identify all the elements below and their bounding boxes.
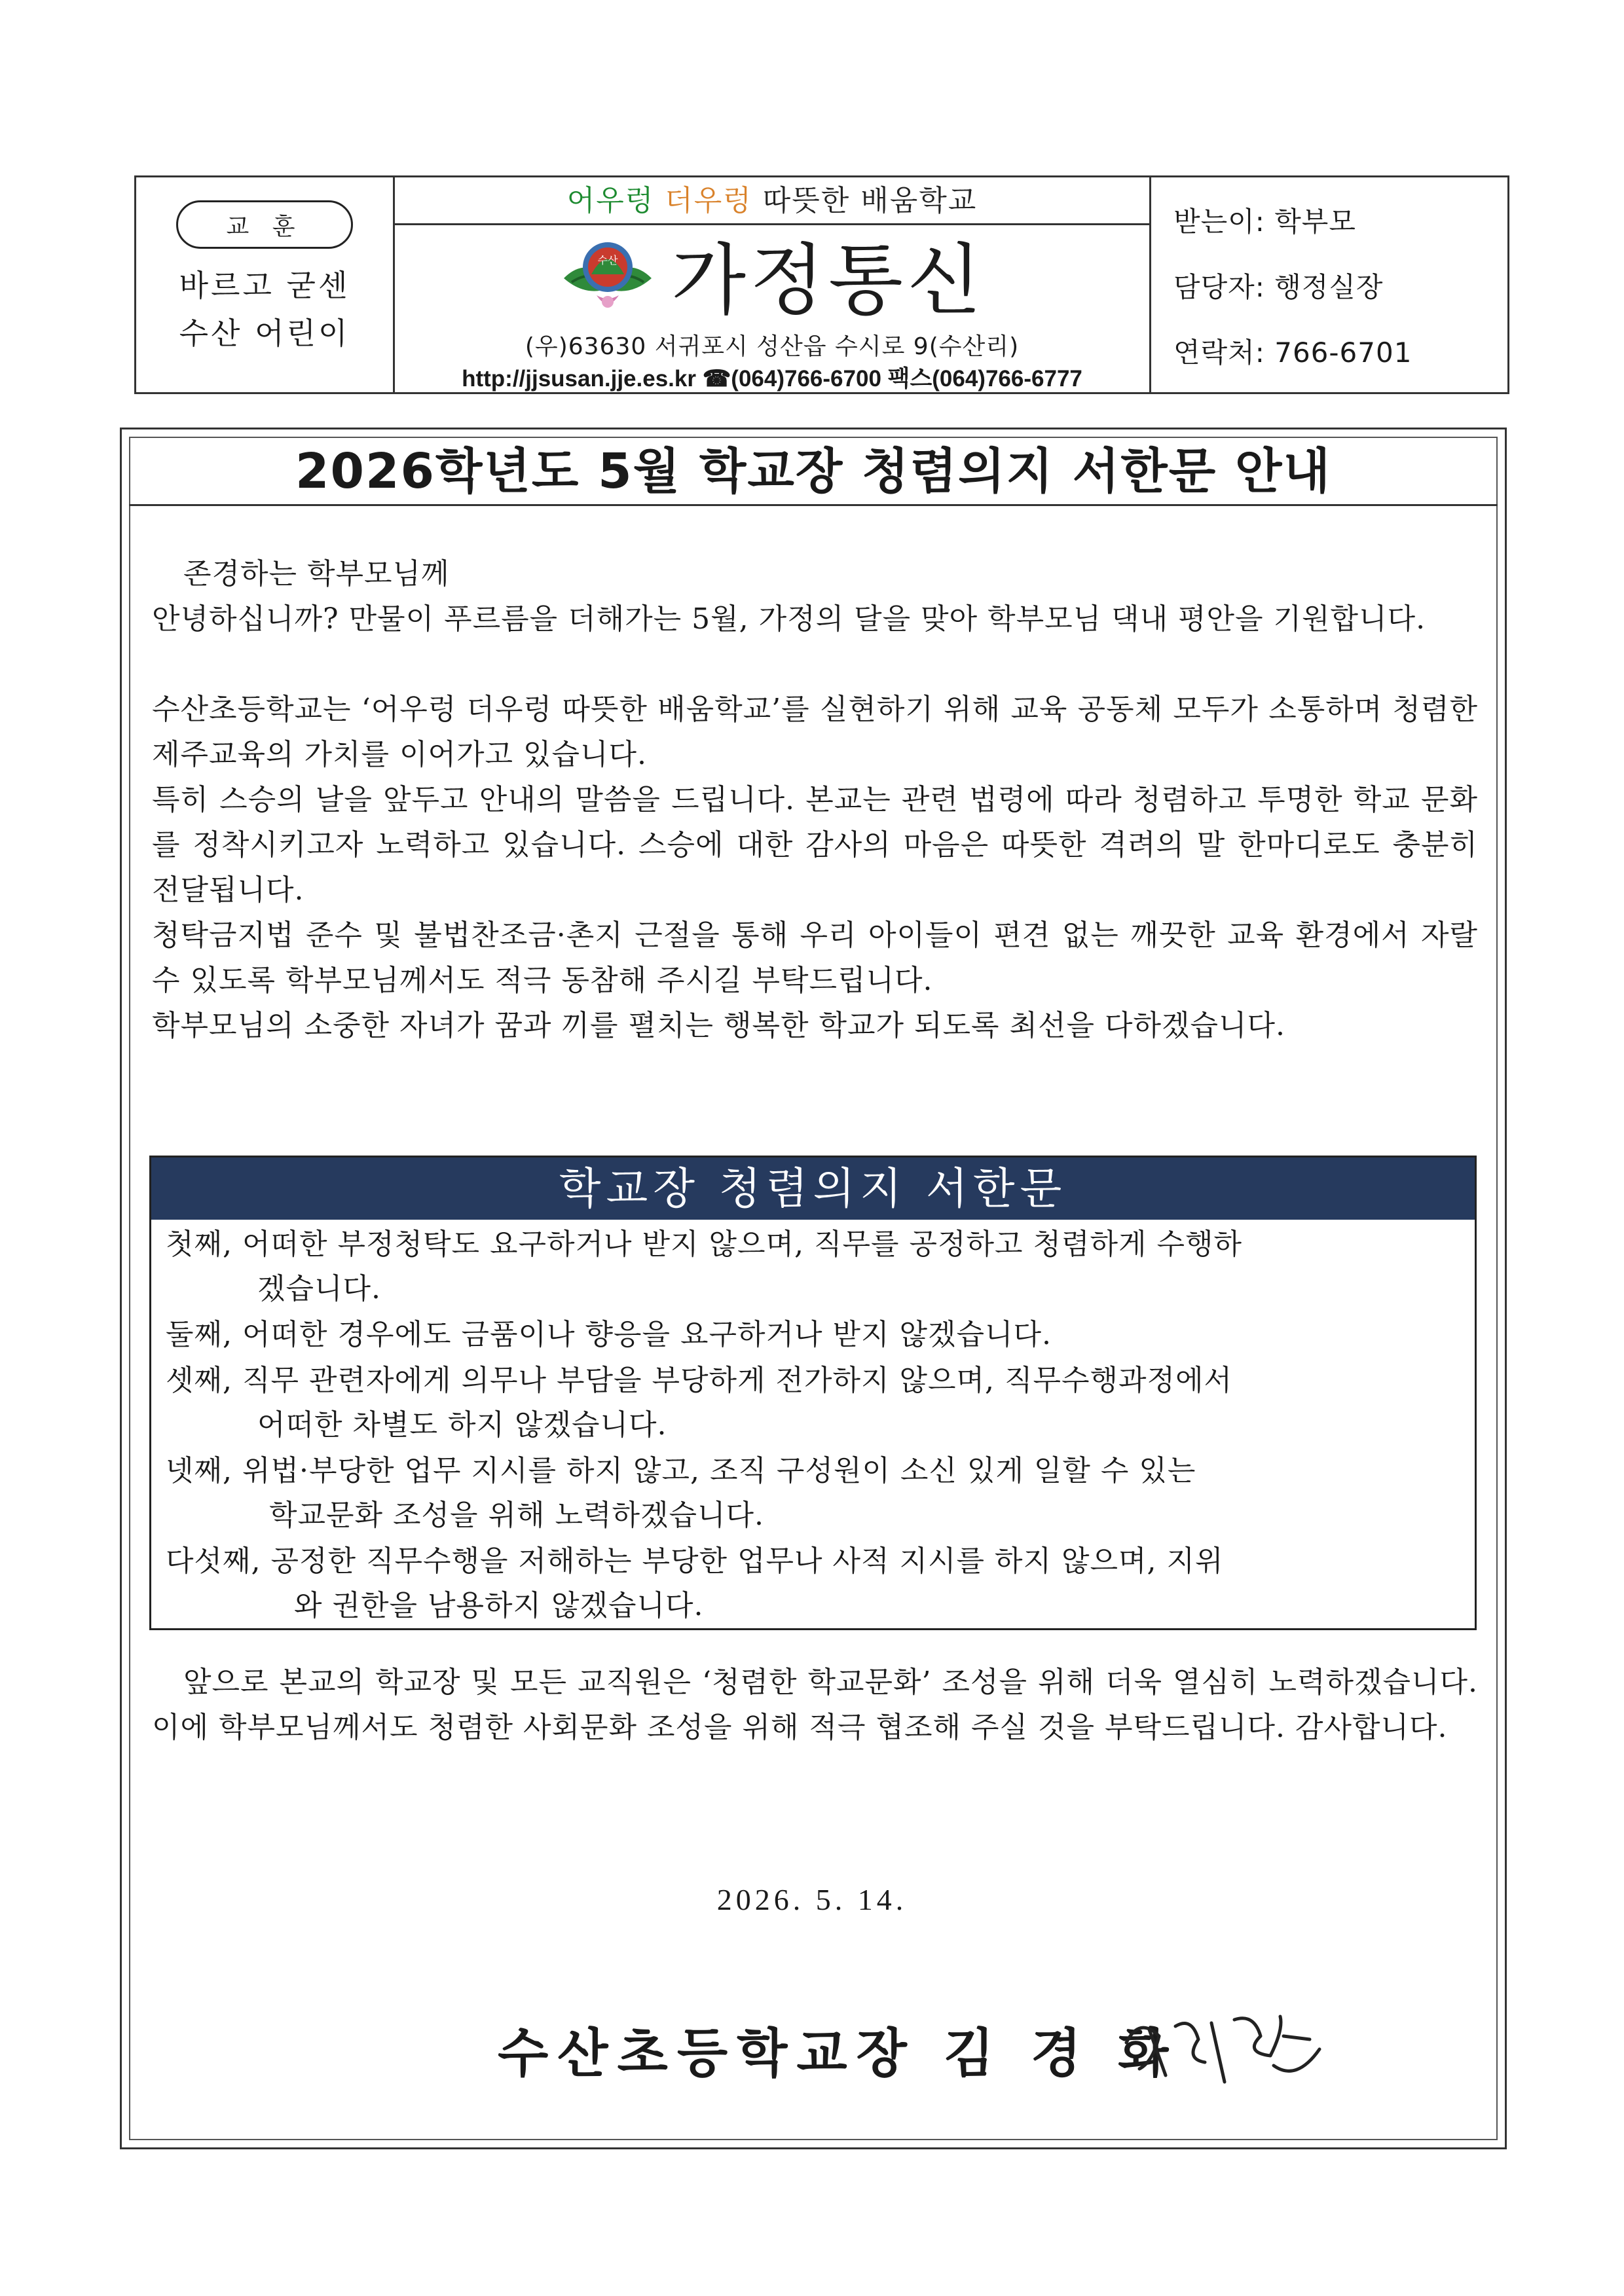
pledge-3-text: 셋째, 직무 관련자에게 의무나 부담을 부당하게 전가하지 않으며, 직무수행과정에서: [166, 1364, 1232, 1397]
pledge-4-text: 넷째, 위법·부당한 업무 지시를 하지 않고, 조직 구성원이 소신 있게 일할 수 있는: [166, 1454, 1196, 1487]
title-cell: [395, 177, 1151, 392]
school-address: (우)63630 서귀포시 성산읍 수시로 9(수산리): [525, 333, 1020, 360]
pledge-item-2: [166, 1313, 1460, 1357]
manager-line: 담당자: 행정실장: [1173, 271, 1384, 303]
pledge-5-continuation: 와 권한을 남용하지 않겠습니다.: [294, 1589, 704, 1622]
pledge-2-text: 둘째, 어떠한 경우에도 금품이나 향응을 요구하거나 받지 않겠습니다.: [166, 1318, 1052, 1351]
recipient-line: 받는이: 학부모: [1173, 206, 1356, 238]
letter-date: 2026. 5. 14.: [716, 1883, 908, 1916]
motto-line-1: 바르고 굳센: [179, 268, 350, 303]
slogan-part-1: 어우렁: [566, 184, 655, 217]
pledge-4-continuation: 학교문화 조성을 위해 노력하겠습니다.: [269, 1499, 765, 1532]
pledge-title: 학교장 청렴의지 서한문: [151, 1157, 1475, 1220]
pledge-5-text: 다섯째, 공정한 직무수행을 저해하는 부당한 업무나 사적 지시를 하지 않으며, 지위: [166, 1544, 1224, 1578]
pledge-item-3: [166, 1358, 1460, 1448]
document-title: 2026학년도 5월 학교장 청렴의지 서한문 안내: [129, 437, 1498, 506]
handwritten-signature: [1113, 1990, 1329, 2095]
pledge-1-text: 첫째, 어떠한 부정청탁도 요구하거나 받지 않으며, 직무를 공정하고 청렴하게 수행하: [166, 1228, 1242, 1261]
paragraph-2: 수산초등학교는 ‘어우렁 더우렁 따뜻한 배움학교’를 실현하기 위해 교육 공동체 모두가 소통하며 청렴한 제주교육의 가치를 이어가고 있습니다.: [152, 693, 1478, 771]
slogan-part-3: 따뜻한 배움학교: [762, 184, 978, 217]
pledge-1-continuation: 겠습니다.: [257, 1272, 382, 1305]
info-cell: [1151, 177, 1507, 392]
phone-line: 연락처: 766-6701: [1173, 337, 1412, 369]
pledge-list: [151, 1220, 1475, 1628]
motto-line-2: 수산 어린이: [179, 315, 350, 351]
motto-badge: 교 훈: [176, 200, 353, 249]
paragraph-1: 안녕하십니까? 만물이 푸르름을 더해가는 5월, 가정의 달을 맞아 학부모님 댁내 평안을 기원합니다.: [152, 602, 1426, 636]
motto-cell: [136, 177, 395, 392]
school-emblem-icon: [559, 231, 657, 316]
title-row: [395, 231, 1149, 325]
pledge-3-continuation: 어떠한 차별도 하지 않겠습니다.: [257, 1408, 667, 1442]
paragraph-3: 특히 스승의 날을 앞두고 안내의 말씀을 드립니다. 본교는 관련 법령에 따라 청렴하고 투명한 학교 문화를 정착시키고자 노력하고 있습니다. 스승에 대한 감사의 마음은 따뜻한 격려의 말 한마디로도 충분히 전달됩니다.: [152, 783, 1478, 907]
emblem-text: 수산: [597, 254, 618, 266]
pledge-box: [149, 1156, 1477, 1630]
school-contact: http://jjsusan.jje.es.kr ☎(064)766-6700 팩스(064)766-6777: [462, 366, 1082, 392]
slogan-part-2: 더우렁: [665, 184, 752, 217]
newsletter-title: 가정통신: [671, 235, 986, 325]
newsletter-header: [134, 175, 1509, 394]
paragraph-4: 청탁금지법 준수 및 불법찬조금·촌지 근절을 통해 우리 아이들이 편견 없는 깨끗한 교육 환경에서 자랄 수 있도록 학부모님께서도 적극 동참해 주시길 부탁드립니다.: [152, 919, 1479, 997]
principal-signature-line: 수산초등학교장 김 경 화: [498, 2022, 1178, 2084]
pledge-item-4: [166, 1449, 1460, 1538]
pledge-item-1: [166, 1222, 1460, 1311]
closing-paragraph: 앞으로 본교의 학교장 및 모든 교직원은 ‘청렴한 학교문화’ 조성을 위해 더욱 열심히 노력하겠습니다. 이에 학부모님께서도 청렴한 사회문화 조성을 위해 적극 협조해 주실 것을 부탁드립니다. 감사합니다.: [152, 1666, 1478, 1744]
paragraph-5: 학부모님의 소중한 자녀가 꿈과 끼를 펼치는 행복한 학교가 되도록 최선을 다하겠습니다.: [152, 1009, 1285, 1042]
pledge-item-5: [166, 1539, 1460, 1628]
greeting: 존경하는 학부모님께: [183, 557, 450, 591]
